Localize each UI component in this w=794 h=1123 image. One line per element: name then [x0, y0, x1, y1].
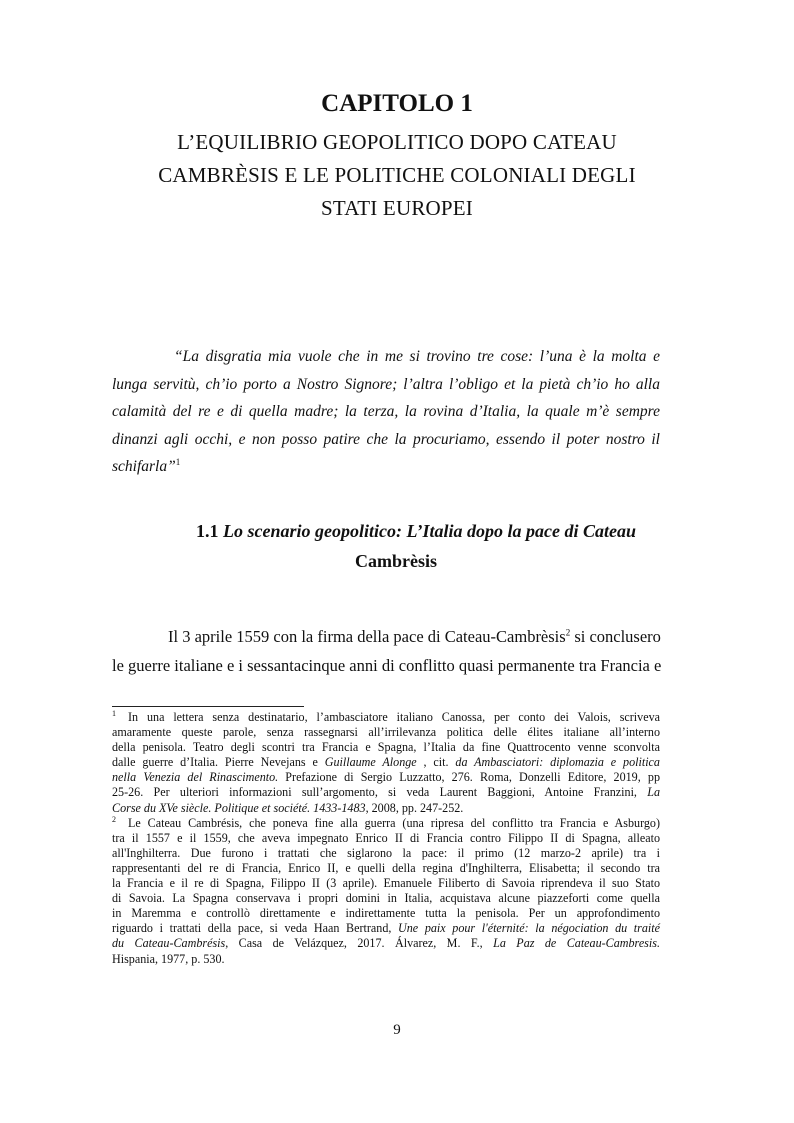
footnote-text: Prefazione di Sergio Luzzatto, 276. Roma, Donzelli Editore, 2019, pp: [278, 770, 660, 785]
chapter-number: CAPITOLO 1: [321, 90, 473, 117]
epigraph-line: dinanzi agli occhi, e non posso patire che la procuriamo, essendo il poter nostro il: [112, 430, 660, 448]
footnote-book-title: La: [647, 785, 660, 800]
footnote-text: dalle guerre d’Italia. Pierre Nevejans e: [112, 755, 325, 770]
footnote-line: di Savoia. La Spagna conservava i propri domini in Italia, acquistava alcune piazzeforti come quella: [112, 891, 660, 906]
footnote-text: , cit.: [416, 755, 456, 770]
footnote-author: Guillaume Alonge: [324, 755, 417, 770]
footnote-line: in Maremma e controllò direttamente e indirettamente tutta la penisola. Per un approfondimento: [112, 906, 660, 921]
body-line: le guerre italiane e i sessantacinque anni di conflitto quasi permanente tra Francia e: [112, 656, 662, 675]
body-paragraph: [112, 622, 660, 680]
footnote-line: amaramente queste parole, senza rassegnarsi all’irrilevanza politica delle élites italiane all’interno: [112, 725, 660, 740]
footnote-line: la Francia e il re di Spagna, Filippo II (3 aprile). Emanuele Filiberto di Savoia riprendeva il suo Stato: [112, 876, 660, 891]
footnote-line: [112, 936, 660, 951]
section-heading-line: Cambrèsis: [355, 551, 437, 571]
epigraph-line: calamità del re e di quella madre; la terza, la rovina d’Italia, la quale m’è sempre: [112, 403, 660, 420]
chapter-title-line: STATI EUROPEI: [321, 196, 473, 220]
footnote-line: rappresentanti del re di Francia, Enrico II, e quelli della regina d'Inghilterra, Elisabetta; il secondo tra: [112, 860, 660, 875]
footnote-book-title: La Paz de Cateau-Cambresis.: [493, 936, 660, 951]
body-text-segment: Il 3 aprile 1559 con la firma della pace di Cateau-Cambrèsis: [168, 627, 566, 646]
footnote-text: , Casa de Velázquez, 2017. Álvarez, M. F.,: [225, 936, 494, 951]
footnote-line: 1 In una lettera senza destinatario, l’ambasciatore italiano Canossa, per conto dei Valois, scriveva: [112, 708, 660, 724]
section-title: Lo scenario geopolitico: L’Italia dopo la pace di Cateau: [223, 521, 636, 541]
section-number: 1.1: [196, 521, 219, 541]
footnote-text: Le Cateau Cambrésis, che poneva fine alla guerra (una ripresa del conflitto tra Francia e Asburgo): [128, 815, 660, 830]
footnote-book-title: Une paix pour l'éternité: la négociation du traité: [398, 921, 660, 936]
footnote-line: [112, 921, 660, 936]
page-number: 9: [393, 1022, 401, 1038]
body-text-segment: si conclusero: [570, 627, 661, 646]
epigraph-line: lunga servitù, ch’io porto a Nostro Signore; l’altra l’obligo et la pietà ch’io ho alla: [112, 375, 660, 393]
footnotes: [112, 710, 660, 967]
epigraph-line-text: schifarla”: [112, 458, 176, 475]
footnote-line: Hispania, 1977, p. 530.: [112, 951, 225, 966]
chapter-title-line: L’EQUILIBRIO GEOPOLITICO DOPO CATEAU: [177, 130, 617, 154]
epigraph-line: “La disgratia mia vuole che in me si trovino tre cose: l’una è la molta e: [174, 348, 660, 365]
footnote-book-title: du Cateau-Cambrésis: [112, 936, 226, 951]
footnote-line: [112, 785, 660, 800]
footnote-text: 25-26. Per ulteriori informazioni sull’argomento, si veda Laurent Baggioni, Antoine Franzini,: [112, 785, 648, 800]
footnote-separator: [112, 706, 304, 707]
footnote-line: all'Inghilterra. Due furono i trattati che siglarono la pace: il primo (12 marzo-2 aprile) tra i: [112, 845, 660, 860]
footnote-book-title: nella Venezia del Rinascimento.: [112, 770, 279, 785]
epigraph-quote: [112, 343, 660, 481]
footnote-line: della penisola. Teatro degli scontri tra Francia e Spagna, l’Italia da fine Quattrocento venne sconvolta: [112, 740, 660, 755]
chapter-title: [110, 126, 684, 225]
section-heading: [112, 516, 660, 576]
section-heading-line: [112, 516, 660, 546]
footnote-text: riguardo i trattati della pace, si veda Haan Bertrand,: [112, 921, 399, 936]
footnote-text: , 2008, pp. 247-252.: [365, 800, 464, 815]
body-line: [112, 622, 660, 651]
footnote-line: [112, 770, 660, 785]
footnote-line: [112, 755, 660, 770]
footnote-book-title: da Ambasciatori: diplomazia e politica: [455, 755, 660, 770]
footnote-reference[interactable]: 1: [175, 456, 181, 467]
footnote-reference[interactable]: 2: [565, 627, 571, 638]
footnote-line: [112, 801, 660, 816]
footnote-line: tra il 1557 e il 1559, che aveva impegnato Enrico II di Francia contro Filippo II di Spagna, alleato: [112, 830, 660, 845]
footnote-book-title: Corse du XVe siècle. Politique et société. 1433-1483: [112, 800, 366, 815]
footnote-line: 2 Le Cateau Cambrésis, che poneva fine alla guerra (una ripresa del conflitto tra Francia e Asburgo): [112, 814, 660, 830]
chapter-title-line: CAMBRÈSIS E LE POLITICHE COLONIALI DEGLI: [158, 163, 636, 187]
footnote-text: In una lettera senza destinatario, l’ambasciatore italiano Canossa, per conto dei Valois, scriveva: [128, 710, 660, 724]
epigraph-line: [112, 453, 660, 481]
